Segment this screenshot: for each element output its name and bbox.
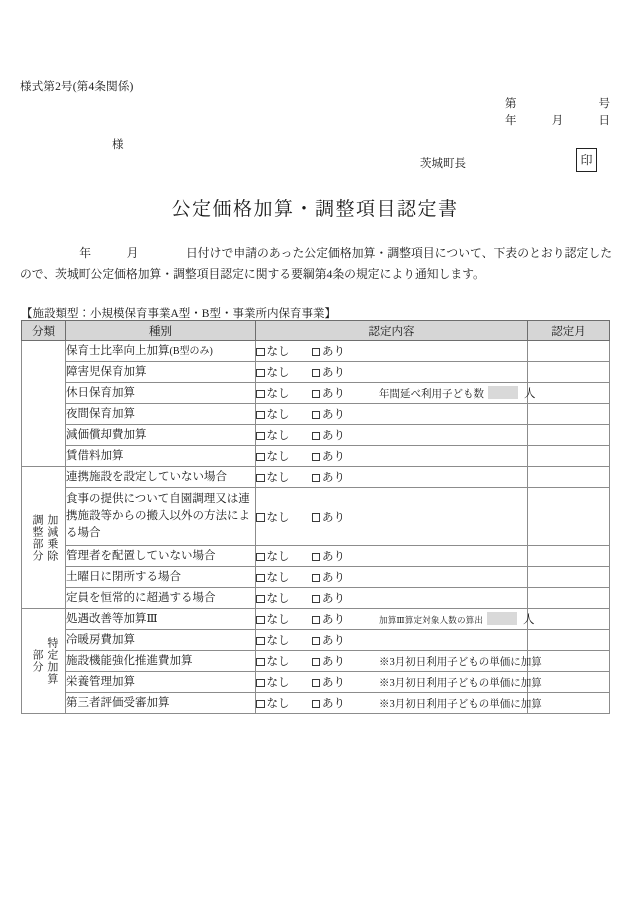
column-header-month: 認定月 <box>528 321 610 341</box>
category-label-left: 部分 <box>31 649 43 673</box>
checkbox-label: あり <box>322 572 345 584</box>
content-cell <box>256 467 528 488</box>
checkbox-icon[interactable] <box>312 411 321 420</box>
content-cell <box>256 362 528 383</box>
document-number-prefix: 第 <box>505 98 517 110</box>
date-year-label: 年 <box>505 115 517 127</box>
document-date-line <box>505 113 610 130</box>
kind-cell <box>66 588 256 609</box>
checkbox-option-no[interactable] <box>256 653 290 669</box>
checkbox-icon[interactable] <box>256 574 265 583</box>
category-label-right: 加減乗除 <box>45 513 58 562</box>
kind-label: 休日保育加算 <box>66 386 135 399</box>
content-note: ※3月初日利用子どもの単価に加算 <box>379 678 542 689</box>
content-note: ※3月初日利用子どもの単価に加算 <box>379 657 542 668</box>
column-header-category: 分類 <box>22 321 66 341</box>
kind-label: 夜間保育加算 <box>66 407 135 420</box>
kind-cell <box>66 651 256 672</box>
kind-cell <box>66 546 256 567</box>
table-row <box>22 467 610 488</box>
checkbox-label: あり <box>322 635 345 647</box>
certification-month-cell[interactable] <box>528 567 610 588</box>
checkbox-label: なし <box>266 511 290 524</box>
kind-label: 第三者評価受審加算 <box>66 696 170 709</box>
checkbox-option-yes[interactable] <box>312 364 346 380</box>
document-number-suffix: 号 <box>598 98 610 110</box>
certification-month-cell[interactable] <box>528 488 610 546</box>
checkbox-option-yes[interactable] <box>312 548 346 564</box>
checkbox-option-yes[interactable] <box>312 385 346 401</box>
content-cell <box>256 341 528 362</box>
content-cell <box>256 588 528 609</box>
content-cell <box>256 383 536 404</box>
checkbox-option-no[interactable] <box>256 569 290 585</box>
kind-label: 栄養管理加算 <box>66 675 135 688</box>
checkbox-icon[interactable] <box>312 553 321 562</box>
kind-label: 賃借料加算 <box>66 449 124 462</box>
checkbox-icon[interactable] <box>312 474 321 483</box>
kind-cell <box>66 488 256 546</box>
certification-month-cell[interactable] <box>528 383 610 404</box>
issuer-name: 茨城町長 <box>420 158 466 170</box>
checkbox-label: なし <box>266 409 290 421</box>
table-header-row <box>22 321 610 341</box>
certification-month-cell[interactable] <box>528 588 610 609</box>
category-label-left: 調整部分 <box>31 513 43 562</box>
kind-cell <box>66 630 256 651</box>
checkbox-option-no[interactable] <box>256 611 290 627</box>
checkbox-label: なし <box>266 388 290 400</box>
checkbox-label: あり <box>322 677 345 689</box>
kind-label: 保育士比率向上加算 <box>66 344 170 357</box>
form-code: 様式第2号(第4条関係) <box>20 81 134 93</box>
certification-month-cell[interactable] <box>528 546 610 567</box>
checkbox-label: なし <box>266 635 290 647</box>
checkbox-option-no[interactable] <box>256 427 290 443</box>
checkbox-option-no[interactable] <box>256 385 290 401</box>
checkbox-label: なし <box>266 614 290 626</box>
date-day-label: 日 <box>598 115 610 127</box>
checkbox-icon[interactable] <box>256 432 265 441</box>
checkbox-label: あり <box>322 451 345 463</box>
count-input-field[interactable] <box>487 612 517 625</box>
checkbox-option-yes[interactable] <box>312 469 346 485</box>
checkbox-icon[interactable] <box>256 513 265 522</box>
checkbox-icon[interactable] <box>312 574 321 583</box>
column-header-kind: 種別 <box>66 321 256 341</box>
table-row <box>22 404 610 425</box>
checkbox-icon[interactable] <box>312 432 321 441</box>
content-cell <box>256 630 528 651</box>
checkbox-option-no[interactable] <box>256 343 290 359</box>
checkbox-label: なし <box>266 677 290 689</box>
kind-cell <box>66 404 256 425</box>
content-cell <box>256 546 528 567</box>
checkbox-label: なし <box>266 346 290 358</box>
kind-cell <box>66 446 256 467</box>
kind-label: 冷暖房費加算 <box>66 633 135 646</box>
count-unit-label: 人 <box>524 388 536 400</box>
checkbox-label: なし <box>266 656 290 668</box>
checkbox-icon[interactable] <box>256 595 265 604</box>
checkbox-label: あり <box>322 430 345 442</box>
kind-cell <box>66 693 256 714</box>
certification-month-cell[interactable] <box>528 467 610 488</box>
kind-suffix-label: (B型のみ) <box>169 345 213 357</box>
kind-label: 減価償却費加算 <box>66 428 147 441</box>
checkbox-label: なし <box>266 551 290 563</box>
kind-cell <box>66 362 256 383</box>
content-cell <box>256 651 542 672</box>
checkbox-icon[interactable] <box>312 595 321 604</box>
checkbox-label: あり <box>322 511 345 524</box>
table-row <box>22 546 610 567</box>
certification-month-cell[interactable] <box>528 425 610 446</box>
checkbox-icon[interactable] <box>256 453 265 462</box>
checkbox-icon[interactable] <box>312 513 321 522</box>
checkbox-option-no[interactable] <box>256 632 290 648</box>
certification-month-cell[interactable] <box>528 446 610 467</box>
content-cell <box>256 488 528 546</box>
category-cell <box>22 609 66 714</box>
content-cell <box>256 609 535 630</box>
content-cell <box>256 567 528 588</box>
checkbox-icon[interactable] <box>256 390 265 399</box>
addressee-honorific: 様 <box>112 139 124 151</box>
checkbox-label: なし <box>266 451 290 463</box>
checkbox-icon[interactable] <box>312 616 321 625</box>
kind-cell <box>66 425 256 446</box>
checkbox-icon[interactable] <box>312 637 321 646</box>
certification-table <box>21 320 610 714</box>
certification-month-cell[interactable] <box>528 362 610 383</box>
table-row <box>22 672 610 693</box>
checkbox-option-no[interactable] <box>256 448 290 464</box>
content-cell <box>256 425 528 446</box>
document-number-line <box>505 96 610 113</box>
checkbox-option-no[interactable] <box>256 548 290 564</box>
checkbox-icon[interactable] <box>312 679 321 688</box>
checkbox-icon[interactable] <box>256 474 265 483</box>
count-input-field[interactable] <box>488 386 518 399</box>
table-row <box>22 693 610 714</box>
checkbox-option-yes[interactable] <box>312 695 346 711</box>
checkbox-icon[interactable] <box>256 679 265 688</box>
checkbox-label: あり <box>322 346 345 358</box>
kind-label: 処遇改善等加算Ⅲ <box>66 612 158 625</box>
kind-cell <box>66 341 256 362</box>
content-note: 加算Ⅲ算定対象人数の算出 <box>379 615 484 625</box>
checkbox-option-no[interactable] <box>256 674 290 690</box>
table-row <box>22 383 610 404</box>
checkbox-option-yes[interactable] <box>312 653 346 669</box>
kind-label: 定員を恒常的に超過する場合 <box>66 591 216 604</box>
content-cell <box>256 446 528 467</box>
checkbox-icon[interactable] <box>312 453 321 462</box>
table-row <box>22 588 610 609</box>
checkbox-option-yes[interactable] <box>312 509 346 525</box>
content-note: 年間延べ利用子ども数 <box>379 389 484 400</box>
table-row <box>22 425 610 446</box>
page-title: 公定価格加算・調整項目認定書 <box>171 199 459 220</box>
category-cell <box>22 467 66 609</box>
category-label-right: 特定加算 <box>45 637 58 685</box>
category-vertical-label <box>22 514 65 562</box>
table-row <box>22 362 610 383</box>
content-cell <box>256 672 542 693</box>
checkbox-icon[interactable] <box>256 369 265 378</box>
kind-label: 土曜日に閉所する場合 <box>66 570 181 583</box>
checkbox-option-yes[interactable] <box>312 632 346 648</box>
date-month-label: 月 <box>551 115 564 127</box>
kind-cell <box>66 467 256 488</box>
checkbox-option-no[interactable] <box>256 406 290 422</box>
checkbox-icon[interactable] <box>256 553 265 562</box>
facility-type-label: 【施設類型：小規模保育事業A型・B型・事業所内保育事業】 <box>21 308 336 320</box>
checkbox-option-no[interactable] <box>256 469 290 485</box>
content-note: ※3月初日利用子どもの単価に加算 <box>379 699 542 710</box>
body-paragraph: 年 月 日付けで申請のあった公定価格加算・調整項目について、下表のとおり認定したので、茨城町公定価格加算・調整項目認定に関する要綱第4条の規定により通知します。 <box>20 246 612 281</box>
column-header-content: 認定内容 <box>256 321 528 341</box>
checkbox-label: あり <box>322 593 345 605</box>
kind-cell <box>66 609 256 630</box>
checkbox-label: あり <box>322 614 345 626</box>
checkbox-icon[interactable] <box>256 348 265 357</box>
checkbox-option-yes[interactable] <box>312 590 346 606</box>
checkbox-icon[interactable] <box>312 348 321 357</box>
content-cell <box>256 693 542 714</box>
checkbox-option-no[interactable] <box>256 364 290 380</box>
table-head <box>22 321 610 341</box>
checkbox-icon[interactable] <box>256 700 265 709</box>
checkbox-icon[interactable] <box>312 658 321 667</box>
kind-cell <box>66 567 256 588</box>
checkbox-label: あり <box>322 472 345 484</box>
kind-cell <box>66 672 256 693</box>
checkbox-option-yes[interactable] <box>312 569 346 585</box>
checkbox-option-yes[interactable] <box>312 674 346 690</box>
checkbox-icon[interactable] <box>256 411 265 420</box>
checkbox-icon[interactable] <box>256 616 265 625</box>
checkbox-label: あり <box>322 367 345 379</box>
checkbox-label: あり <box>322 388 345 400</box>
checkbox-option-no[interactable] <box>256 509 290 525</box>
checkbox-label: あり <box>322 551 345 563</box>
checkbox-option-yes[interactable] <box>312 448 346 464</box>
kind-cell <box>66 383 256 404</box>
table-row <box>22 567 610 588</box>
checkbox-option-yes[interactable] <box>312 611 346 627</box>
checkbox-icon[interactable] <box>256 637 265 646</box>
seal-stamp-box: 印 <box>576 148 597 172</box>
table-row <box>22 630 610 651</box>
category-vertical-label <box>22 637 65 685</box>
checkbox-icon[interactable] <box>256 658 265 667</box>
certification-month-cell[interactable] <box>528 341 610 362</box>
checkbox-label: なし <box>266 698 290 710</box>
category-cell <box>22 341 66 467</box>
checkbox-option-yes[interactable] <box>312 427 346 443</box>
checkbox-label: あり <box>322 656 345 668</box>
table-row <box>22 488 610 546</box>
certification-month-cell[interactable] <box>528 630 610 651</box>
checkbox-option-no[interactable] <box>256 590 290 606</box>
table-row <box>22 651 610 672</box>
kind-label: 障害児保育加算 <box>66 365 147 378</box>
checkbox-label: なし <box>266 367 290 379</box>
checkbox-icon[interactable] <box>312 700 321 709</box>
checkbox-option-yes[interactable] <box>312 406 346 422</box>
kind-label: 食事の提供について自園調理又は連携施設等からの搬入以外の方法による場合 <box>66 493 250 539</box>
checkbox-label: なし <box>266 430 290 442</box>
checkbox-label: あり <box>322 698 345 710</box>
checkbox-label: なし <box>266 472 290 484</box>
checkbox-icon[interactable] <box>312 390 321 399</box>
checkbox-label: なし <box>266 572 290 584</box>
count-unit-label: 人 <box>523 614 535 626</box>
table-row <box>22 609 610 630</box>
certification-month-cell[interactable] <box>528 609 610 630</box>
table-body <box>22 341 610 714</box>
checkbox-label: なし <box>266 593 290 605</box>
checkbox-icon[interactable] <box>312 369 321 378</box>
checkbox-option-yes[interactable] <box>312 343 346 359</box>
certification-month-cell[interactable] <box>528 404 610 425</box>
checkbox-label: あり <box>322 409 345 421</box>
checkbox-option-no[interactable] <box>256 695 290 711</box>
table-row <box>22 446 610 467</box>
kind-label: 連携施設を設定していない場合 <box>66 470 227 483</box>
content-cell <box>256 404 528 425</box>
kind-label: 施設機能強化推進費加算 <box>66 654 193 667</box>
document-number-block <box>505 96 610 130</box>
kind-label: 管理者を配置していない場合 <box>66 549 216 562</box>
table-row <box>22 341 610 362</box>
